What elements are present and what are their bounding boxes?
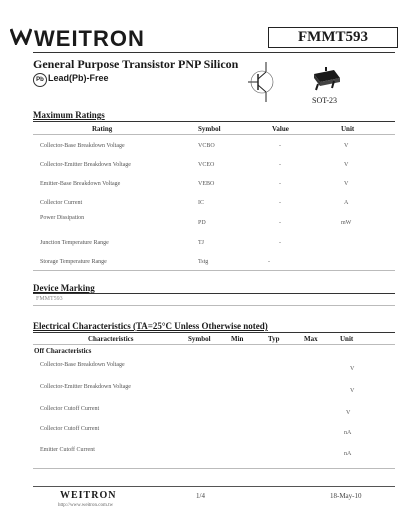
max-ratings-top-rule: [33, 121, 395, 122]
col-elec-symbol: Symbol: [188, 335, 211, 343]
col-unit: Unit: [341, 125, 355, 133]
rating-row-5-symbol: PD: [198, 220, 206, 226]
pb-free-badge: Pb: [33, 73, 47, 87]
pnp-transistor-symbol-icon: [246, 60, 286, 111]
off-characteristics-group: Off Characteristics: [34, 347, 92, 355]
brand-name: WEITRON: [34, 26, 145, 51]
rating-row-2-label: Collector-Emitter Breakdown Voltage: [40, 162, 131, 168]
sot23-package-icon: [308, 66, 344, 99]
subtitle: General Purpose Transistor PNP Silicon: [33, 57, 239, 71]
elec-row-4-label: Collector Cutoff Current: [40, 426, 100, 432]
col-elec-unit: Unit: [340, 335, 354, 343]
rating-row-1-label: Collector-Base Breakdown Voltage: [40, 143, 125, 149]
elec-row-1-unit: V: [350, 366, 355, 372]
rating-row-1-value: -: [279, 143, 281, 149]
elec-row-5-label: Emitter Cutoff Current: [40, 447, 95, 453]
header-divider: [33, 52, 395, 53]
footer-brand: WEITRON: [60, 490, 117, 501]
rating-row-3-unit: V: [344, 181, 349, 187]
device-marking-title: Device Marking: [33, 283, 95, 293]
rating-row-3-label: Emitter-Base Breakdown Voltage: [40, 181, 121, 187]
footer-page-number: 1/4: [196, 492, 205, 500]
rating-row-7-label: Storage Temperature Range: [40, 259, 107, 265]
package-label: SOT-23: [312, 96, 338, 105]
col-symbol: Symbol: [198, 125, 221, 133]
max-ratings-header-rule: [33, 134, 395, 135]
rating-row-7-value: -: [268, 259, 270, 265]
rating-row-6-label: Junction Temperature Range: [40, 240, 109, 246]
rating-row-2-value: -: [279, 162, 281, 168]
max-ratings-title: Maximum Ratings: [33, 110, 105, 120]
rating-row-4-label: Collector Current: [40, 200, 83, 206]
device-marking-value: FMMT593: [36, 296, 63, 302]
col-typ: Typ: [268, 335, 280, 343]
elec-row-5-unit: nA: [344, 451, 352, 457]
col-value: Value: [272, 125, 289, 133]
elec-row-2-unit: V: [350, 388, 355, 394]
elec-row-4-unit: nA: [344, 430, 352, 436]
col-min: Min: [231, 335, 244, 343]
rating-row-7-symbol: Tstg: [198, 259, 209, 265]
rating-row-5-value: -: [279, 220, 281, 226]
rating-row-5-unit: mW: [341, 220, 352, 226]
device-marking-bottom-rule: [33, 305, 395, 306]
rating-row-3-symbol: VEBO: [198, 181, 215, 187]
rating-row-2-unit: V: [344, 162, 349, 168]
elec-row-2-label: Collector-Emitter Breakdown Voltage: [40, 384, 131, 390]
part-number: FMMT593: [268, 27, 398, 48]
electrical-top-rule: [33, 332, 395, 333]
rating-row-6-symbol: TJ: [198, 240, 204, 246]
footer-website: http://www.weitron.com.tw: [58, 503, 114, 508]
rating-row-4-unit: A: [344, 200, 349, 206]
lead-free-label: Lead(Pb)-Free: [48, 73, 109, 83]
col-rating: Rating: [92, 125, 113, 133]
electrical-title: Electrical Characteristics (TA=25°C Unless Otherwise noted): [33, 321, 268, 331]
rating-row-1-symbol: VCBO: [198, 143, 215, 149]
rating-row-3-value: -: [279, 181, 281, 187]
rating-row-4-symbol: IC: [198, 200, 204, 206]
rating-row-4-value: -: [279, 200, 281, 206]
elec-row-1-label: Collector-Base Breakdown Voltage: [40, 362, 125, 368]
col-characteristics: Characteristics: [88, 335, 134, 343]
electrical-bottom-rule: [33, 468, 395, 469]
rating-row-5-label: Power Dissipation: [40, 215, 85, 221]
col-max: Max: [304, 335, 318, 343]
device-marking-rule: [33, 293, 395, 294]
footer-rule: [33, 486, 395, 487]
elec-row-3-label: Collector Cutoff Current: [40, 406, 100, 412]
rating-row-6-value: -: [279, 240, 281, 246]
max-ratings-bottom-rule: [33, 270, 395, 271]
rating-row-1-unit: V: [344, 143, 349, 149]
footer-date: 18-May-10: [330, 492, 362, 500]
elec-row-3-unit: V: [346, 410, 351, 416]
rating-row-2-symbol: VCEO: [198, 162, 215, 168]
electrical-header-rule: [33, 344, 395, 345]
weitron-logo-icon: [10, 27, 32, 50]
